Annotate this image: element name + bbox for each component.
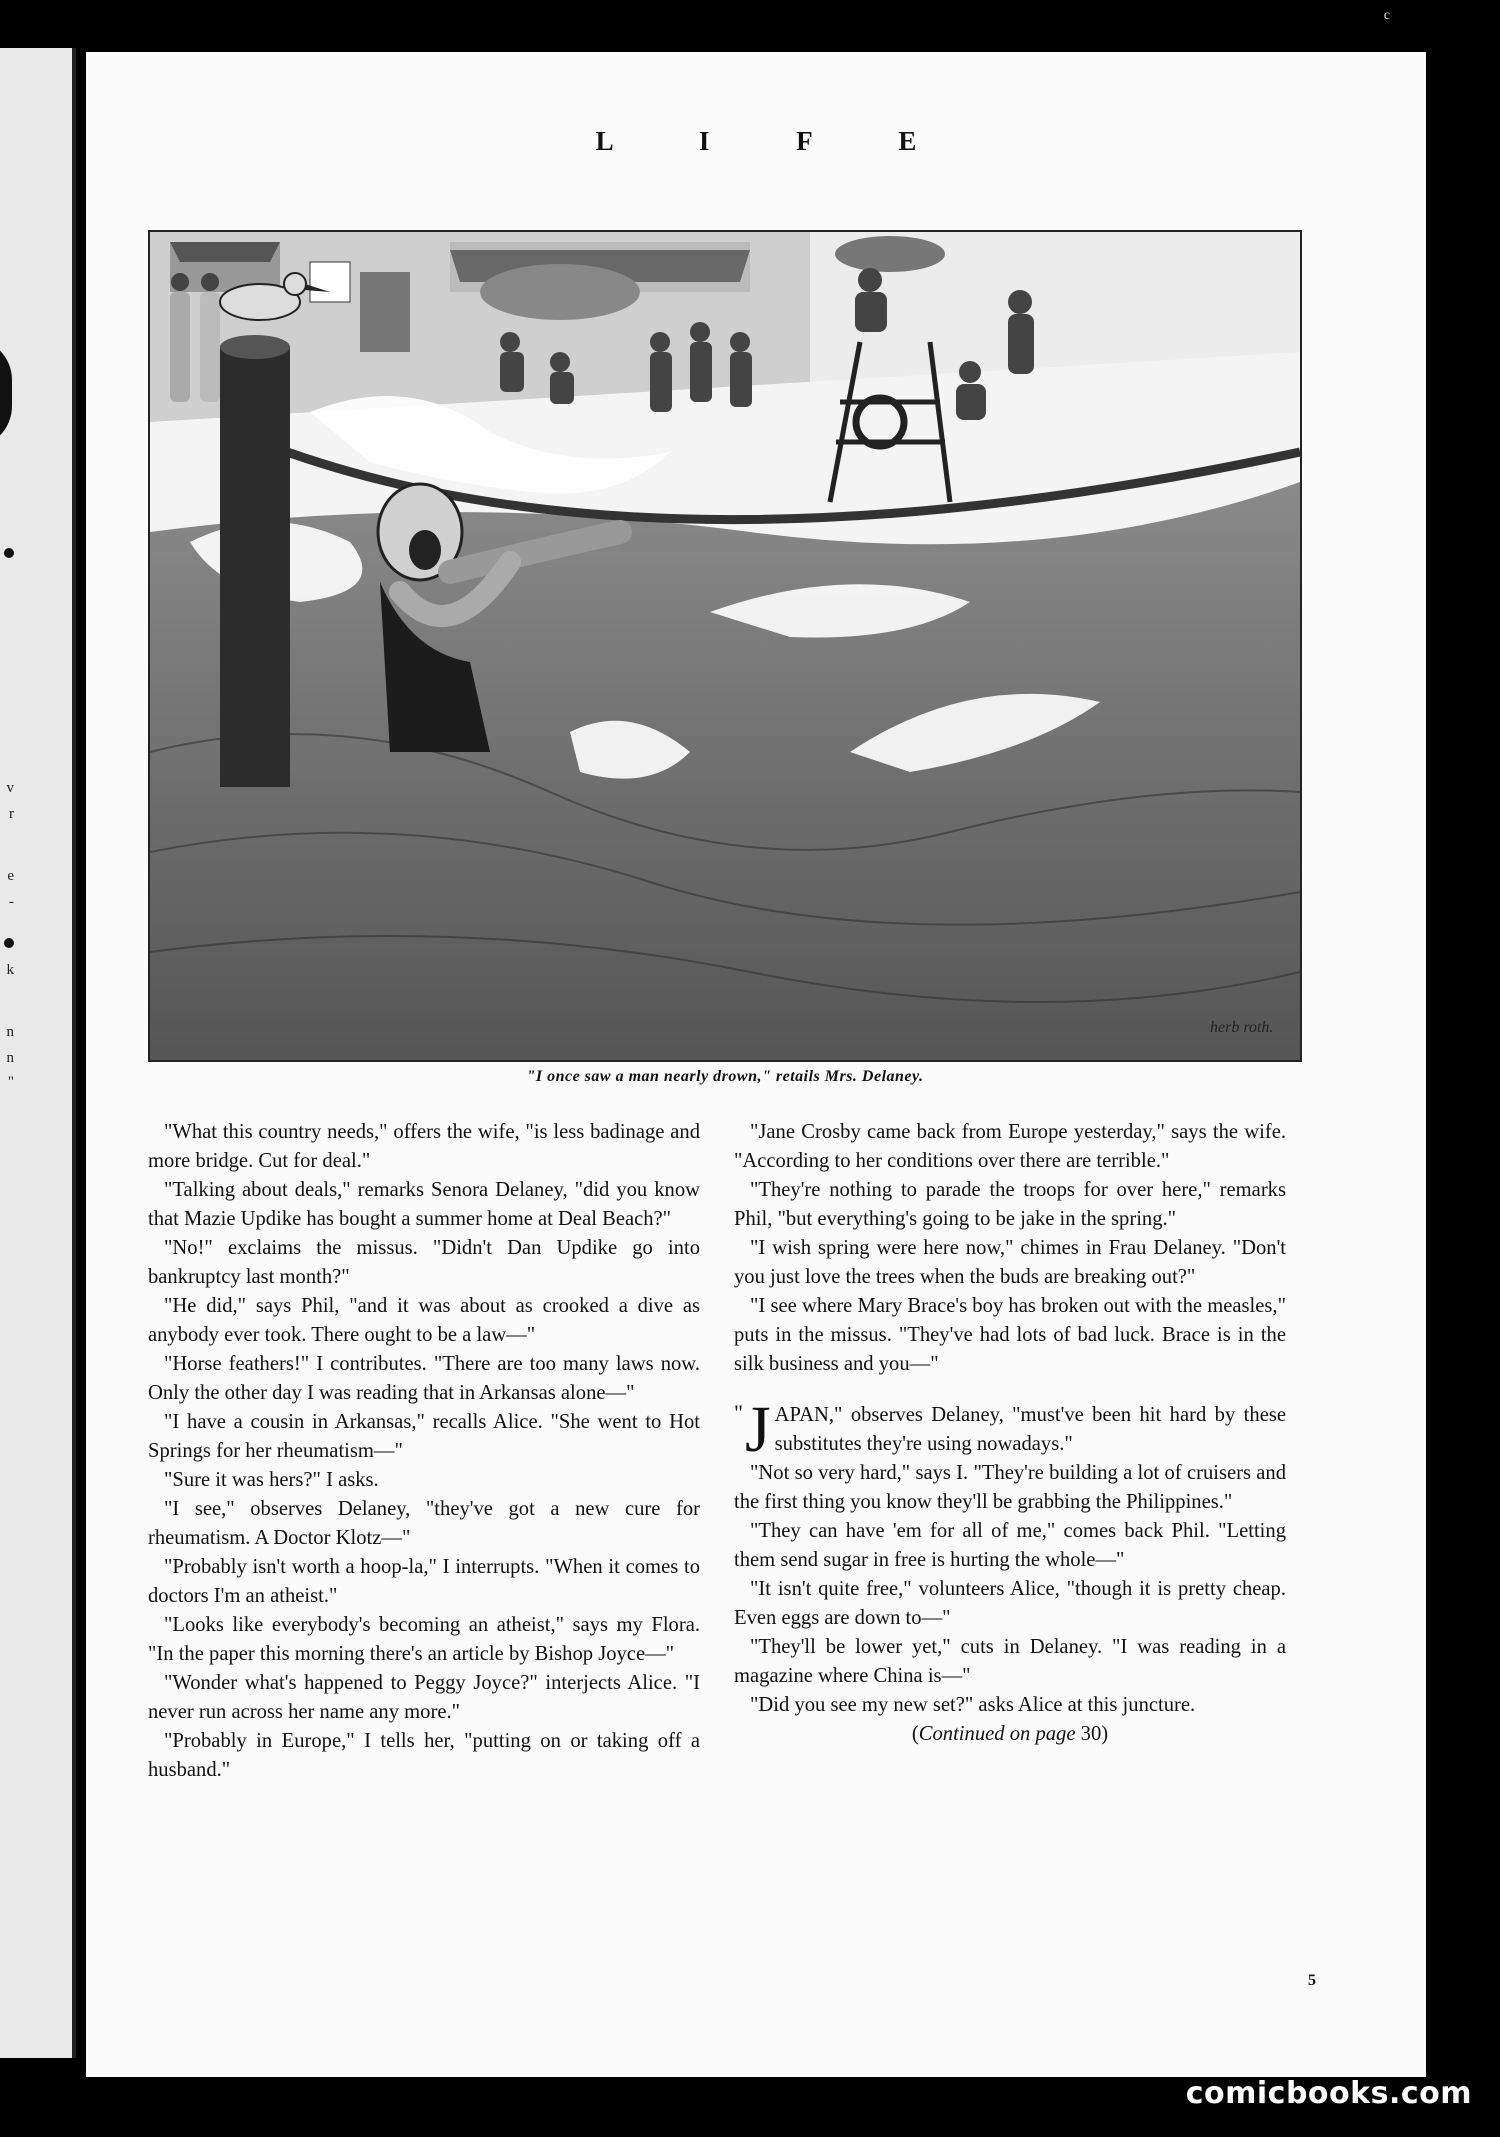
drop-cap: J [744,1393,771,1466]
beach-cartoon-drawing [150,232,1300,1060]
left-page-fragment: n [6,1024,14,1040]
illustration-caption: "I once saw a man nearly drown," retails Mrs. Delaney. [526,1068,924,1085]
paragraph: "They're nothing to parade the troops for over here," remarks Phil, "but everything's going to be jake in the spring." [734,1179,1286,1230]
continued-on-page-note: (Continued on page 30) [911,1723,1109,1745]
watermark: comicbooks.com [1185,2076,1472,2111]
paragraph: "What this country needs," offers the wife, "is less badinage and more bridge. Cut for deal." [148,1121,700,1172]
left-page-fragment: e [7,868,14,884]
paragraph: "They'll be lower yet," cuts in Delaney. "I was reading in a magazine where China is—" [734,1636,1286,1687]
artist-signature: herb roth. [1210,1019,1274,1036]
paragraph: "Jane Crosby came back from Europe yesterday," says the wife. "According to her conditions over there are terrible." [734,1121,1286,1172]
paragraph: "I see," observes Delaney, "they've got a new cure for rheumatism. A Doctor Klotz—" [148,1498,700,1549]
paragraph: "Looks like everybody's becoming an atheist," says my Flora. "In the paper this morning there's an article by Bishop Joyce—" [148,1614,700,1665]
left-page-fragment: r [9,806,14,822]
masthead: L I F E [595,126,957,156]
beach-umbrella [835,236,945,272]
text-column-right [734,1118,1286,1749]
continued-page-number: 30 [1080,1723,1102,1745]
opening-quote: " [734,1400,743,1425]
cartoon-illustration [148,230,1302,1062]
paragraph: "It isn't quite free," volunteers Alice, "though it is pretty cheap. Even eggs are down to—" [734,1578,1286,1629]
corner-mark: c [1383,8,1390,23]
paragraph: "Probably isn't worth a hoop-la," I interrupts. "When it comes to doctors I'm an atheist." [148,1556,700,1607]
paragraph: "Talking about deals," remarks Senora Delaney, "did you know that Mazie Updike has bought a summer home at Deal Beach?" [148,1179,700,1230]
left-page-fragment: n [6,1050,14,1066]
paragraph: "I wish spring were here now," chimes in Frau Delaney. "Don't you just love the trees when the buds are breaking out?" [734,1237,1286,1288]
paragraph: "Did you see my new set?" asks Alice at this juncture. [750,1694,1196,1716]
left-page-fragment: - [9,894,14,910]
paragraph: "They can have 'em for all of me," comes back Phil. "Letting them send sugar in free is hurting the whole—" [734,1520,1286,1571]
paragraph: "Not so very hard," says I. "They're building a lot of cruisers and the first thing you know they'll be grabbing the Philippines." [734,1462,1286,1513]
left-page-dot [4,938,14,948]
left-page-ink-blob [0,338,12,448]
section-opening-paragraph [734,1393,1286,1466]
paragraph: "Sure it was hers?" I asks. [164,1469,379,1491]
left-facing-page-edge [0,48,76,2058]
paragraph: "Horse feathers!" I contributes. "There are too many laws now. Only the other day I was reading that in Arkansas alone—" [148,1353,700,1404]
paragraph: "I have a cousin in Arkansas," recalls Alice. "She went to Hot Springs for her rheumatism—" [148,1411,700,1462]
paragraph-text: APAN," observes Delaney, "must've been hit hard by these substitutes they're using nowadays." [774,1404,1286,1455]
wooden-post [220,347,290,787]
paragraph: "He did," says Phil, "and it was about as crooked a dive as anybody ever took. There ought to be a law—" [148,1295,700,1346]
paragraph: "Wonder what's happened to Peggy Joyce?" interjects Alice. "I never run across her name any more." [148,1672,700,1723]
paragraph: "No!" exclaims the missus. "Didn't Dan Updike go into bankruptcy last month?" [148,1237,700,1288]
paragraph: "Probably in Europe," I tells her, "putting on or taking off a husband." [148,1730,700,1781]
left-page-fragment: v [6,780,14,796]
page-number: 5 [1308,1972,1316,1989]
left-page-fragment: k [6,962,14,978]
left-page-dot [4,548,14,558]
beach-umbrella [480,264,640,320]
left-page-fragment: " [7,1074,14,1090]
magazine-page [86,52,1426,2077]
text-column-left [148,1118,700,1785]
paragraph: "I see where Mary Brace's boy has broken out with the measles," puts in the missus. "They've had lots of bad luck. Brace is in the silk business and you—" [734,1295,1286,1375]
continued-label: Continued on page [918,1723,1076,1745]
